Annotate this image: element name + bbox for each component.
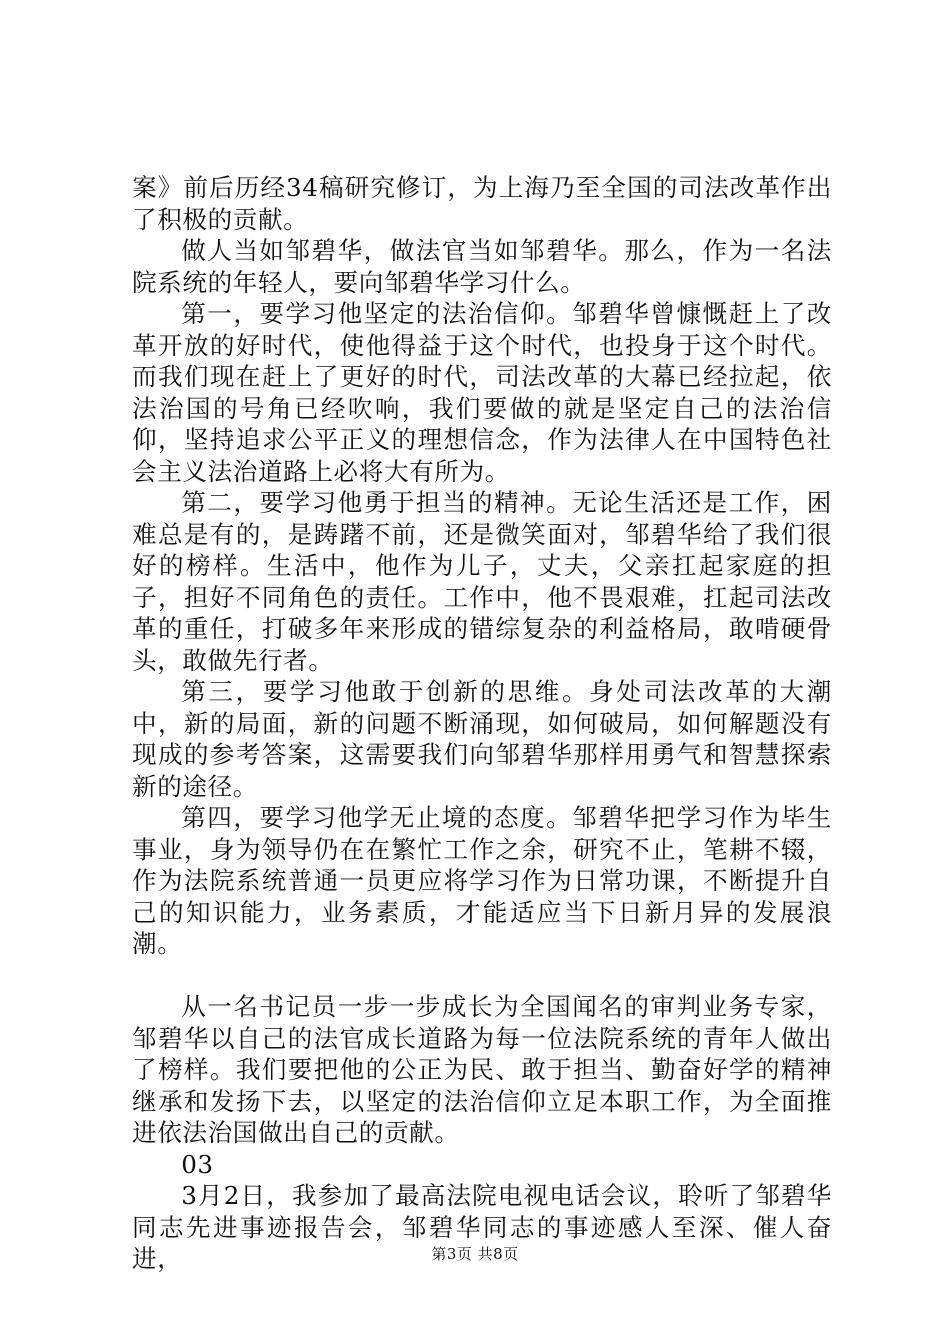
paragraph-section-03: 3月2日，我参加了最高法院电视电话会议，聆听了邹碧华同志先进事迹报告会，邹碧华同志的事迹感人至深、催人奋进， xyxy=(132,1181,832,1273)
document-body xyxy=(132,172,832,1275)
section-number: 03 xyxy=(181,1149,214,1179)
paragraph-spacer xyxy=(132,960,832,992)
paragraph-conclusion: 从一名书记员一步一步成长为全国闻名的审判业务专家，邹碧华以自己的法官成长道路为每一位法院系统的青年人做出了榜样。我们要把他的公正为民、敢于担当、勤奋好学的精神继承和发扬下去，以坚定的法治信仰立足本职工作，为全面推进依法治国做出自己的贡献。 xyxy=(132,992,832,1147)
paragraph-point-three: 第三，要学习他敢于创新的思维。身处司法改革的大潮中，新的局面，新的问题不断涌现，如何破局，如何解题没有现成的参考答案，这需要我们向邹碧华那样用勇气和智慧探索新的途径。 xyxy=(132,677,832,801)
paragraph-point-four: 第四，要学习他学无止境的态度。邹碧华把学习作为毕生事业，身为领导仍在在繁忙工作之余，研究不止，笔耕不辍，作为法院系统普通一员更应将学习作为日常功课，不断提升自己的知识能力，业务素质，才能适应当下日新月异的发展浪潮。 xyxy=(132,803,832,958)
paragraph-point-one: 第一，要学习他坚定的法治信仰。邹碧华曾慷慨赶上了改革开放的好时代，使他得益于这个时代，也投身于这个时代。而我们现在赶上了更好的时代，司法改革的大幕已经拉起，依法治国的号角已经吹响，我们要做的就是坚定自己的法治信仰，坚持追求公平正义的理想信念，作为法律人在中国特色社会主义法治道路上必将大有所为。 xyxy=(132,299,832,486)
paragraph-point-two: 第二，要学习他勇于担当的精神。无论生活还是工作，困难总是有的，是踌躇不前，还是微笑面对，邹碧华给了我们很好的榜样。生活中，他作为儿子，丈夫，父亲扛起家庭的担子，担好不同角色的责任。工作中，他不畏艰难，扛起司法改革的重任，打破多年来形成的错综复杂的利益格局，敢啃硬骨头，敢做先行者。 xyxy=(132,488,832,675)
paragraph-2: 做人当如邹碧华，做法官当如邹碧华。那么，作为一名法院系统的年轻人，要向邹碧华学习什么。 xyxy=(132,236,832,297)
paragraph-1: 案》前后历经34稿研究修订，为上海乃至全国的司法改革作出了积极的贡献。 xyxy=(132,173,832,234)
page-footer: 第3页 共8页 xyxy=(431,1245,519,1263)
